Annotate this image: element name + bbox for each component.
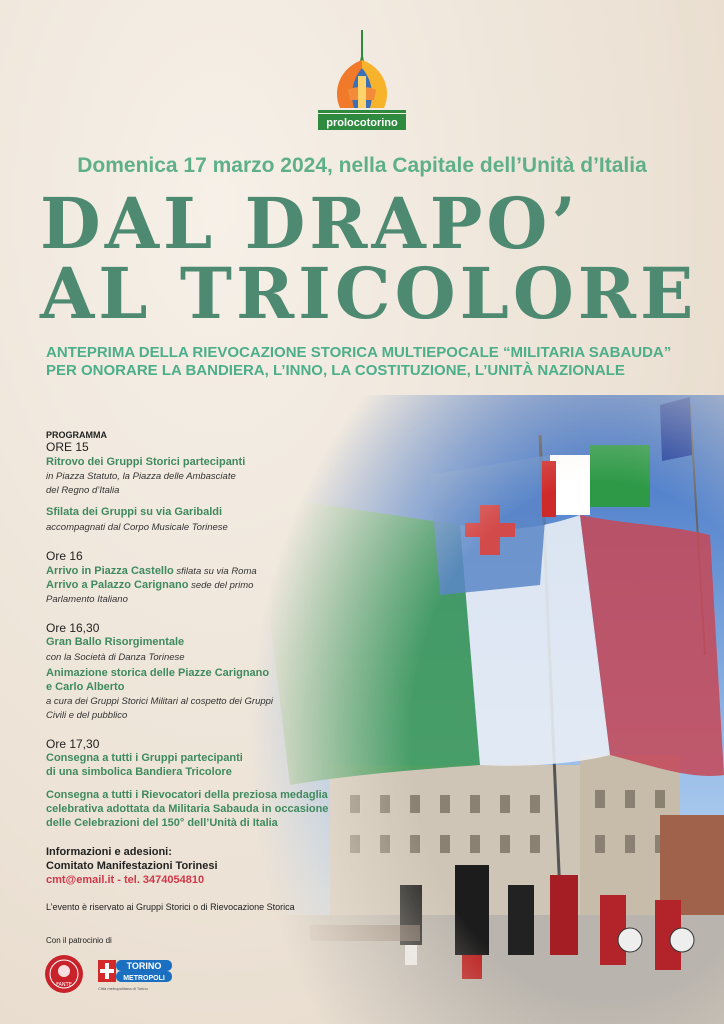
program-item: Arrivo a Palazzo Carignano	[46, 579, 189, 591]
program-item: e Carlo Alberto	[46, 681, 125, 693]
program-detail: accompagnati dal Corpo Musicale Torinese	[46, 522, 228, 533]
contact-phone: - tel. 3474054810	[114, 874, 205, 886]
torino-text-1: TORINO	[126, 961, 162, 971]
contact-email-link[interactable]: cmt@email.it	[46, 874, 115, 886]
program-time-1630: Ore 16,30	[46, 621, 100, 635]
program-detail: Parlamento Italiano	[46, 594, 128, 605]
contacts-org: Comitato Manifestazioni Torinesi	[46, 860, 218, 872]
program-item: Arrivo in Piazza Castello	[46, 565, 174, 577]
program-time-1730: Ore 17,30	[46, 737, 100, 751]
program-item: Consegna a tutti i Rievocatori della preziosa medaglia	[46, 789, 328, 801]
program-detail: in Piazza Statuto, la Piazza delle Ambasciate	[46, 471, 236, 482]
program-item: Ritrovo dei Gruppi Storici partecipanti	[46, 456, 246, 468]
flag-photo	[250, 395, 724, 1024]
program-item: delle Celebrazioni del 150° dell’Unità di Italia	[46, 817, 278, 829]
program-item: Animazione storica delle Piazze Carignano	[46, 667, 270, 679]
title-line-1: DAL DRAPO’	[40, 182, 580, 265]
program-detail: Civili e del pubblico	[46, 710, 128, 721]
contacts-label: Informazioni e adesioni:	[46, 846, 172, 858]
program-item: Consegna a tutti i Gruppi partecipanti	[46, 752, 243, 764]
torino-text-3: Città metropolitana di Torino	[98, 986, 148, 991]
program-item: Gran Ballo Risorgimentale	[46, 636, 185, 648]
program-time-15: ORE 15	[46, 440, 89, 454]
program-detail: a cura dei Gruppi Storici Militari al cospetto dei Gruppi	[46, 696, 274, 707]
program-time-16: Ore 16	[46, 549, 83, 563]
program-detail: con la Società di Danza Torinese	[46, 652, 185, 663]
program-item: celebrativa adottata da Militaria Sabauda in occasione	[46, 803, 329, 815]
program-item: Sfilata dei Gruppi su via Garibaldi	[46, 506, 223, 518]
program-detail: del Regno d’Italia	[46, 485, 120, 496]
seal-text: FANTE	[56, 982, 72, 988]
torino-text-2: METROPOLI	[123, 975, 165, 982]
event-note: L’evento è riservato ai Gruppi Storici o di Rievocazione Storica	[46, 902, 295, 912]
fante-seal-logo	[44, 954, 84, 994]
program-item: di una simbolica Bandiera Tricolore	[46, 766, 232, 778]
program-detail: sede del primo	[188, 580, 254, 591]
tagline-2: PER ONORARE LA BANDIERA, L’INNO, LA COSTITUZIONE, L’UNITÀ NAZIONALE	[46, 362, 625, 379]
event-date-subtitle: Domenica 17 marzo 2024, nella Capitale dell’Unità d’Italia	[77, 154, 647, 177]
logo-text: prolocotorino	[318, 114, 406, 130]
title-line-2: AL TRICOLORE	[40, 252, 698, 335]
tagline-1: ANTEPRIMA DELLA RIEVOCAZIONE STORICA MULTIEPOCALE “MILITARIA SABAUDA”	[46, 344, 672, 361]
program-detail: sfilata su via Roma	[173, 566, 257, 577]
program-label: PROGRAMMA	[46, 430, 107, 440]
torino-metropoli-logo	[96, 958, 174, 992]
patronage-label: Con il patrocinio di	[46, 936, 112, 945]
